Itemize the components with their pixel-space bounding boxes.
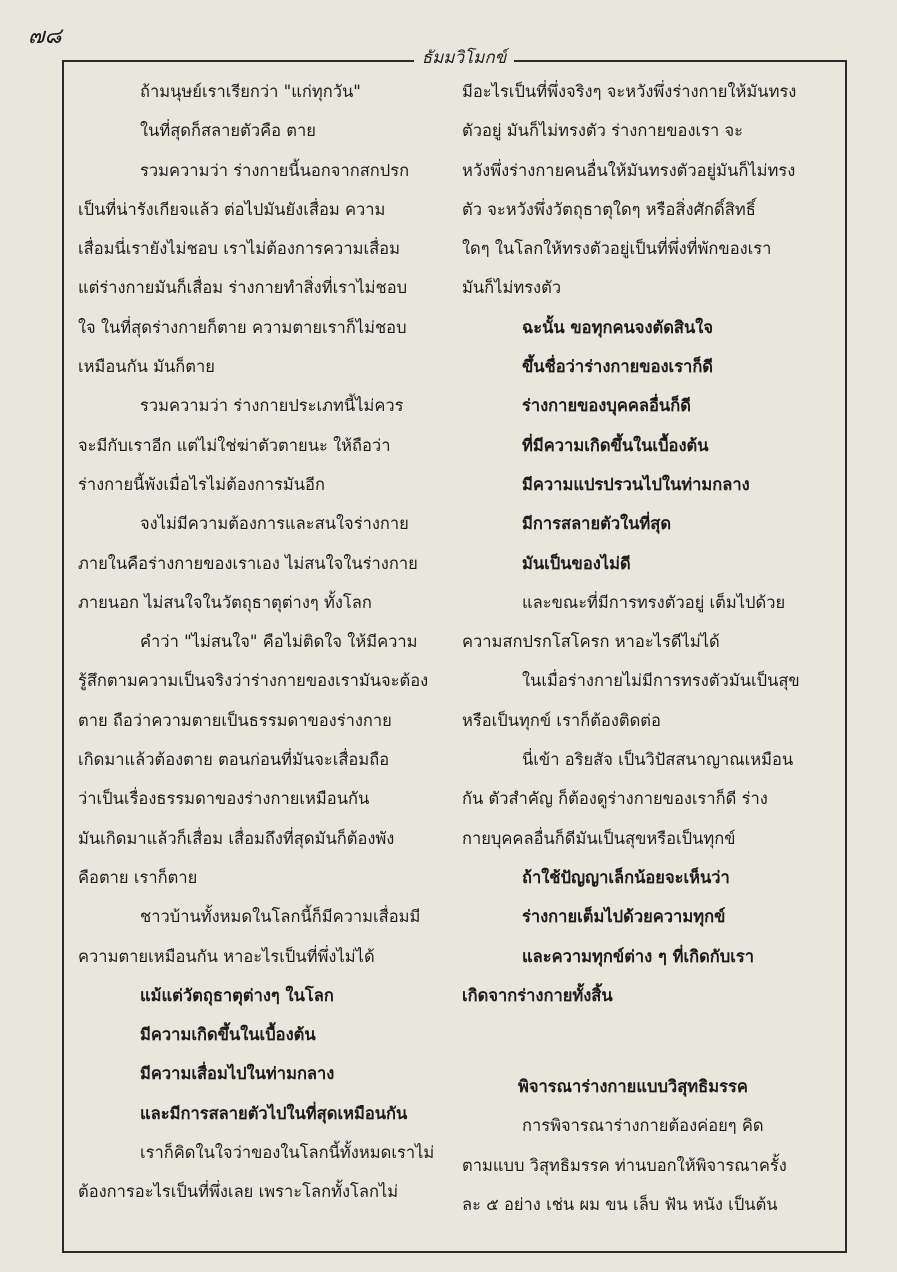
text-line: และความทุกข์ต่าง ๆ ที่เกิดกับเรา — [522, 946, 755, 966]
left-text-column — [78, 72, 440, 1212]
text-line: กายบุคคลอื่นก็ดีมันเป็นสุขหรือเป็นทุกข์ — [462, 828, 736, 848]
text-line: ว่าเป็นเรื่องธรรมดาของร่างกายเหมือนกัน — [78, 789, 370, 809]
text-line: คือตาย เราก็ตาย — [78, 867, 198, 887]
text-line: พิจารณาร่างกายแบบวิสุทธิมรรค — [518, 1077, 748, 1097]
text-line: ในที่สุดก็สลายตัวคือ ตาย — [140, 121, 316, 141]
text-line: ร่างกายเต็มไปด้วยความทุกข์ — [522, 907, 726, 927]
text-line: ฉะนั้น ขอทุกคนจงตัดสินใจ — [522, 317, 714, 337]
text-line: ที่มีความเกิดขึ้นในเบื้องต้น — [522, 435, 709, 455]
frame-bottom-rule — [62, 1251, 847, 1253]
text-line: การพิจารณาร่างกายต้องค่อยๆ คิด — [522, 1116, 764, 1136]
text-line: และขณะที่มีการทรงตัวอยู่ เต็มไปด้วย — [522, 592, 786, 612]
text-line: ตามแบบ วิสุทธิมรรค ท่านบอกให้พิจารณาครั้ง — [462, 1155, 787, 1175]
text-line: ใดๆ ในโลกให้ทรงตัวอยู่เป็นที่พึ่งที่พักของเรา — [462, 239, 772, 259]
text-line: คำว่า "ไม่สนใจ" คือไม่ติดใจ ให้มีความ — [140, 632, 418, 652]
right-text-column — [462, 72, 824, 1224]
text-line: มีความแปรปรวนไปในท่ามกลาง — [522, 474, 750, 494]
text-line: มันก็ไม่ทรงตัว — [462, 278, 562, 298]
text-line: หรือเป็นทุกข์ เราก็ต้องติดต่อ — [462, 710, 661, 730]
text-line: เกิดจากร่างกายทั้งสิ้น — [462, 985, 613, 1005]
text-line: ภายในคือร่างกายของเราเอง ไม่สนใจในร่างกาย — [78, 553, 418, 573]
frame-right-rule — [845, 60, 847, 1252]
text-line — [462, 1015, 824, 1067]
text-line: แม้แต่วัตถุธาตุต่างๆ ในโลก — [140, 985, 334, 1005]
text-line: มีอะไรเป็นที่พึ่งจริงๆ จะหวังพึ่งร่างกายให้มันทรง — [462, 82, 797, 101]
text-line: มีความเกิดขึ้นในเบื้องต้น — [140, 1025, 316, 1045]
text-line: ร่างกายของบุคคลอื่นก็ดี — [522, 396, 691, 416]
text-line: มีความเสื่อมไปในท่ามกลาง — [140, 1064, 335, 1084]
text-line: ความสกปรกโสโครก หาอะไรดีไม่ได้ — [462, 632, 720, 652]
text-line: ถ้ามนุษย์เราเรียกว่า "แก่ทุกวัน" — [140, 82, 361, 101]
text-line: เหมือนกัน มันก็ตาย — [78, 357, 215, 377]
text-line: รวมความว่า ร่างกายนี้นอกจากสกปรก — [140, 160, 410, 180]
text-line: เป็นที่น่ารังเกียจแล้ว ต่อไปมันยังเสื่อม ความ — [78, 199, 386, 219]
running-header: ธัมมวิโมกข์ — [414, 44, 514, 71]
text-line: แต่ร่างกายมันก็เสื่อม ร่างกายทำสิ่งที่เราไม่ชอบ — [78, 278, 408, 298]
text-line: ความตายเหมือนกัน หาอะไรเป็นที่พึ่งไม่ได้ — [78, 946, 375, 966]
text-line: ขึ้นชื่อว่าร่างกายของเราก็ดี — [522, 357, 714, 377]
text-line: รวมความว่า ร่างกายประเภทนี้ไม่ควร — [140, 396, 404, 416]
text-line: กัน ตัวสำคัญ ก็ต้องดูร่างกายของเราก็ดี ร่าง — [462, 789, 768, 809]
text-line: มันเกิดมาแล้วก็เสื่อม เสื่อมถึงที่สุดมันก็ต้องพัง — [78, 828, 395, 848]
text-line: ชาวบ้านทั้งหมดในโลกนี้ก็มีความเสื่อมมี — [140, 907, 421, 927]
text-line: จะมีกับเราอีก แต่ไม่ใช่ฆ่าตัวตายนะ ให้ถือว่า — [78, 435, 391, 455]
text-line: เราก็คิดในใจว่าของในโลกนี้ทั้งหมดเราไม่ — [140, 1143, 435, 1163]
text-line: ในเมื่อร่างกายไม่มีการทรงตัวมันเป็นสุข — [522, 671, 800, 691]
text-line: จงไม่มีความต้องการและสนใจร่างกาย — [140, 514, 409, 534]
page-number: ๗๘ — [28, 24, 62, 49]
text-line: ภายนอก ไม่สนใจในวัตถุธาตุต่างๆ ทั้งโลก — [78, 592, 372, 612]
text-line: เสื่อมนี่เรายังไม่ชอบ เราไม่ต้องการความเสื่อม — [78, 239, 400, 259]
text-line: ต้องการอะไรเป็นที่พึ่งเลย เพราะโลกทั้งโลกไม่ — [78, 1182, 399, 1202]
text-line: ร่างกายนี้พังเมื่อไรไม่ต้องการมันอีก — [78, 474, 325, 494]
text-line: ตาย ถือว่าความตายเป็นธรรมดาของร่างกาย — [78, 710, 392, 730]
text-line: นี่เข้า อริยสัจ เป็นวิปัสสนาญาณเหมือน — [522, 750, 794, 770]
text-line: เกิดมาแล้วต้องตาย ตอนก่อนที่มันจะเสื่อมถือ — [78, 750, 390, 770]
text-line: หวังพึ่งร่างกายคนอื่นให้มันทรงตัวอยู่มันก็ไม่ทรง — [462, 160, 796, 180]
frame-left-rule — [62, 60, 64, 1252]
text-line: ตัว จะหวังพึ่งวัตถุธาตุใดๆ หรือสิ่งศักดิ์สิทธิ์ — [462, 199, 756, 219]
text-line: ละ ๕ อย่าง เช่น ผม ขน เล็บ ฟัน หนัง เป็นต้น — [462, 1195, 778, 1215]
text-line: มีการสลายตัวในที่สุด — [522, 514, 672, 534]
text-line: รู้สึกตามความเป็นจริงว่าร่างกายของเรามันจะต้อง — [78, 671, 429, 691]
text-line: และมีการสลายตัวไปในที่สุดเหมือนกัน — [140, 1103, 408, 1123]
text-line: มันเป็นของไม่ดี — [522, 553, 631, 573]
text-line: ตัวอยู่ มันก็ไม่ทรงตัว ร่างกายของเรา จะ — [462, 121, 744, 141]
text-line: ใจ ในที่สุดร่างกายก็ตาย ความตายเราก็ไม่ชอบ — [78, 317, 407, 337]
text-line: ถ้าใช้ปัญญาเล็กน้อยจะเห็นว่า — [522, 867, 730, 887]
